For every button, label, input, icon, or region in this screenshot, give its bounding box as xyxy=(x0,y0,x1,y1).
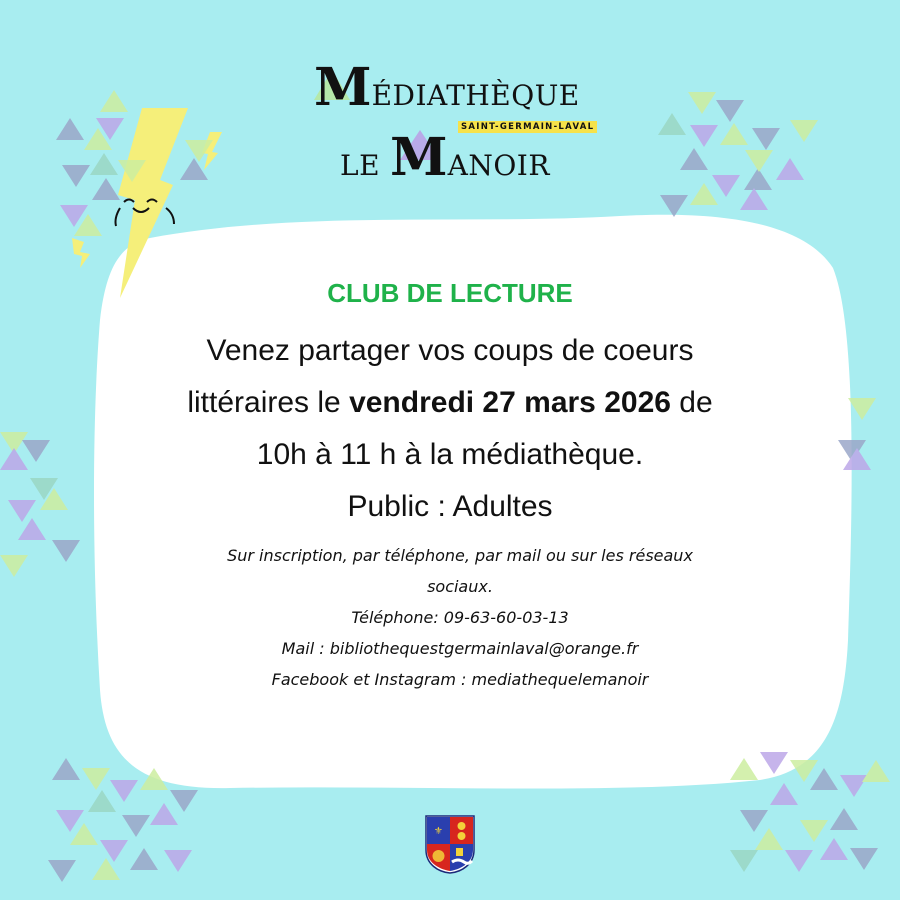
info-line-1: Sur inscription, par téléphone, par mail ou sur les réseaux xyxy=(227,546,693,565)
logo-line-2: LE MANOIR xyxy=(340,127,550,188)
triangle-confetti-icon xyxy=(0,432,80,577)
coat-of-arms-icon xyxy=(424,814,476,874)
info-mail: Mail : bibliothequestgermainlaval@orange.fr xyxy=(281,639,639,658)
registration-info xyxy=(170,540,750,695)
logo-line-1: MÉDIATHÈQUE xyxy=(314,57,580,118)
event-description xyxy=(120,325,780,533)
event-date: vendredi 27 mars 2026 xyxy=(349,386,671,419)
info-social: Facebook et Instagram : mediathequelemanoir xyxy=(271,670,649,689)
event-line-3: 10h à 11 h à la médiathèque. xyxy=(256,438,644,471)
logo-subtitle: SAINT-GERMAIN-LAVAL xyxy=(458,121,597,133)
event-title: CLUB DE LECTURE xyxy=(327,278,573,308)
library-logo xyxy=(310,57,600,190)
info-phone: Téléphone: 09-63-60-03-13 xyxy=(351,608,569,627)
event-line-2: littéraires le vendredi 27 mars 2026 de xyxy=(187,386,713,419)
svg-text:⚜: ⚜ xyxy=(434,826,443,837)
event-line-1: Venez partager vos coups de coeurs xyxy=(206,334,694,367)
info-line-2: sociaux. xyxy=(427,577,493,596)
triangle-confetti-icon xyxy=(658,92,818,217)
event-audience: Public : Adultes xyxy=(347,490,553,523)
